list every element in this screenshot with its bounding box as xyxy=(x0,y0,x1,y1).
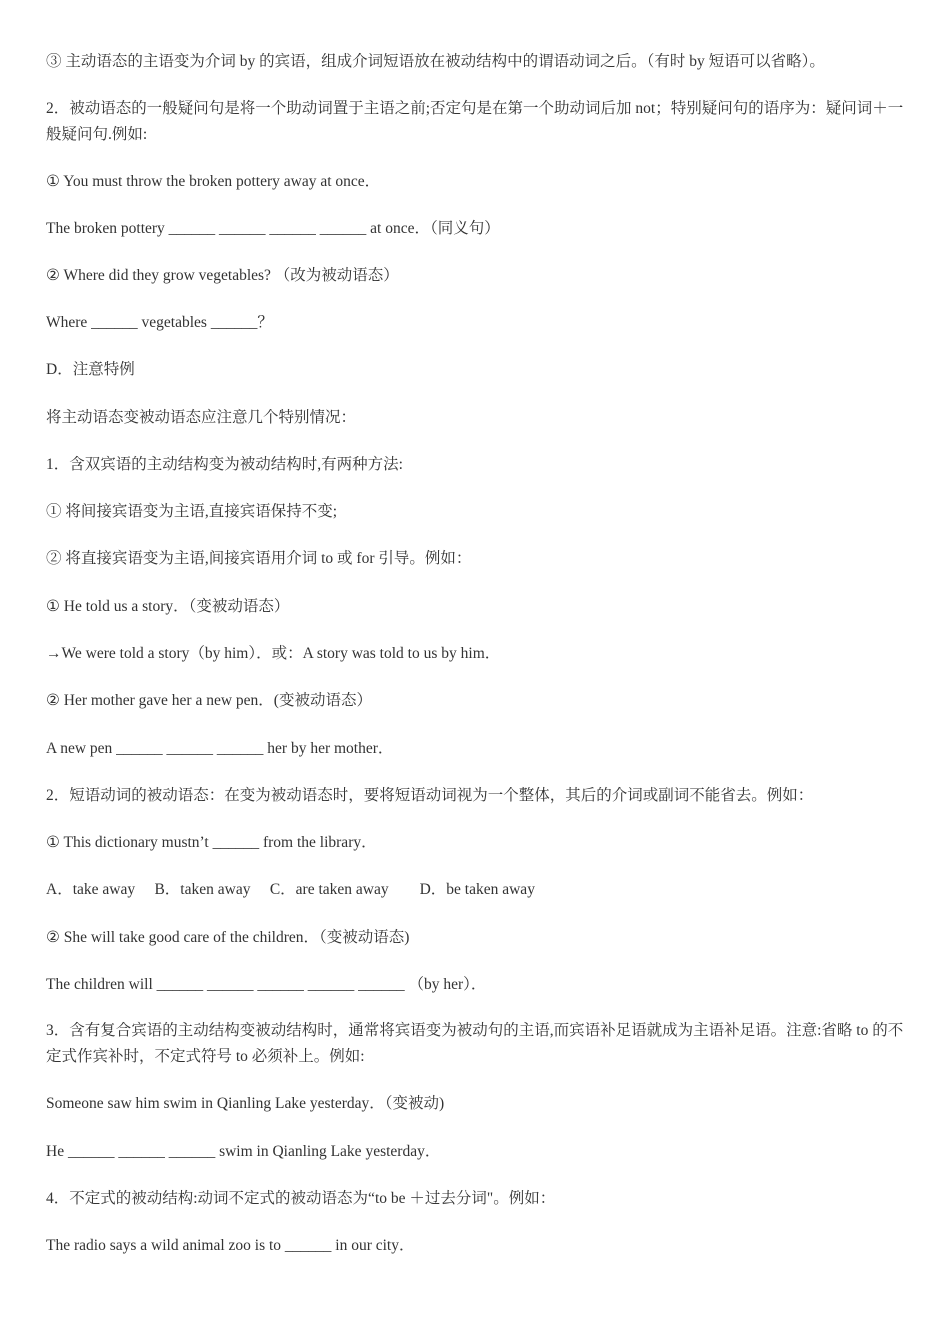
text-line: ② 将直接宾语变为主语,间接宾语用介词 to 或 for 引导。例如： xyxy=(46,550,472,567)
answer-options: A．take away B．taken away C．are taken away D．be taken away xyxy=(46,881,535,898)
text-line: ① You must throw the broken pottery away at once． xyxy=(46,173,381,190)
section-heading: D．注意特例 xyxy=(46,361,135,378)
text-line: ③ 主动语态的主语变为介词 by 的宾语，组成介词短语放在被动结构中的谓语动词之后。（有时 by 短语可以省略）。 xyxy=(46,53,825,70)
text-line: He ______ ______ ______ swim in Qianling Lake yesterday． xyxy=(46,1143,441,1160)
text-line: ① He told us a story．（变被动语态） xyxy=(46,598,290,615)
text-line: 2．短语动词的被动语态：在变为被动语态时，要将短语动词视为一个整体，其后的介词或副词不能省去。例如： xyxy=(46,787,814,804)
text-line: 将主动语态变被动语态应注意几个特别情况： xyxy=(46,409,357,426)
text-line: 1．含双宾语的主动结构变为被动结构时,有两种方法: xyxy=(46,456,403,473)
text-line: 3．含有复合宾语的主动结构变被动结构时，通常将宾语变为被动句的主语,而宾语补足语就成为主语补足语。注意:省略 to 的不定式作宾补时，不定式符号 to 必须补上。例如: xyxy=(46,1022,904,1065)
text-line: ② Where did they grow vegetables? （改为被动语态） xyxy=(46,267,399,284)
text-line: The children will ______ ______ ______ ______ ______ （by her）． xyxy=(46,976,487,993)
text-line: The radio says a wild animal zoo is to ______ in our city． xyxy=(46,1237,415,1254)
text-line: ① This dictionary mustn’t ______ from the library． xyxy=(46,834,377,851)
text-line: A new pen ______ ______ ______ her by her mother． xyxy=(46,740,394,757)
text-line: 4．不定式的被动结构:动词不定式的被动语态为“to be ＋过去分词"。例如： xyxy=(46,1190,556,1207)
text-line: 2．被动语态的一般疑问句是将一个助动词置于主语之前;否定句是在第一个助动词后加 not；特别疑问句的语序为：疑问词＋一般疑问句.例如: xyxy=(46,100,904,143)
text-line: ① 将间接宾语变为主语,直接宾语保持不变; xyxy=(46,503,338,520)
text-line: ② Her mother gave her a new pen．(变被动语态） xyxy=(46,692,372,709)
text-line: The broken pottery ______ ______ ______ ______ at once．（同义句） xyxy=(46,220,500,237)
text-line: →We were told a story（by him）．或：A story was told to us by him． xyxy=(46,645,501,662)
text-line: ② She will take good care of the children．（变被动语态) xyxy=(46,929,410,946)
text-line: Someone saw him swim in Qianling Lake yesterday．（变被动) xyxy=(46,1095,445,1112)
text-line: Where ______ vegetables ______？ xyxy=(46,314,273,331)
